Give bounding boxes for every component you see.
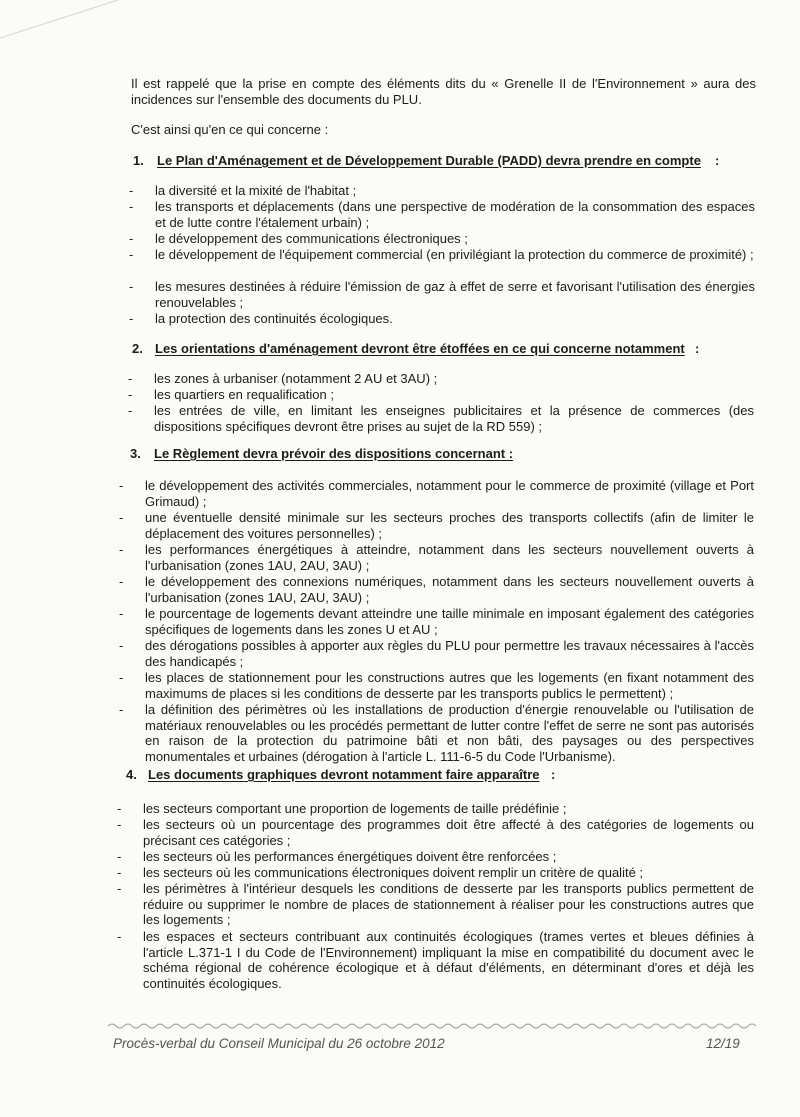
- section-title-suffix: :: [715, 153, 720, 168]
- list-marker: -: [117, 817, 122, 832]
- section-number: 3.: [130, 446, 141, 461]
- list-marker: -: [128, 403, 133, 418]
- lead-sentence: C'est ainsi qu'en ce qui concerne :: [131, 122, 329, 137]
- list-item-text: les zones à urbaniser (notamment 2 AU et 3AU) ;: [154, 371, 438, 386]
- list-item-text: les transports et déplacements (dans une perspective de modération de la consommation des espaces et de lutte contre l'étalement urbain) ;: [155, 199, 755, 230]
- list-item: [128, 403, 754, 435]
- list-item: [119, 670, 754, 702]
- list-marker: -: [117, 801, 122, 816]
- list-marker: -: [128, 371, 133, 386]
- list-marker: -: [129, 231, 134, 246]
- list-item: [129, 199, 755, 231]
- list-item: [117, 881, 754, 929]
- list-marker: -: [119, 702, 124, 717]
- list-item: [119, 542, 754, 574]
- list-marker: -: [119, 542, 124, 557]
- list-item: [119, 702, 754, 766]
- list-marker: -: [117, 865, 122, 880]
- list-item-text: les secteurs où un pourcentage des programmes doit être affecté à des catégories de logements ou précisant ces catégories ;: [143, 817, 754, 848]
- list-marker: -: [119, 670, 124, 685]
- section-number: 1.: [133, 153, 144, 168]
- list-item: [129, 231, 755, 247]
- list-marker: -: [119, 606, 124, 621]
- page-number: 12/19: [706, 1036, 740, 1051]
- list-marker: -: [129, 199, 134, 214]
- section-heading: [130, 446, 770, 462]
- list-item: [129, 247, 755, 279]
- list-item: [129, 279, 755, 311]
- intro-paragraph: Il est rappelé que la prise en compte des éléments dits du « Grenelle II de l'Environnement » aura des incidences sur l'ensemble des documents du PLU.: [131, 76, 756, 107]
- list-item-text: une éventuelle densité minimale sur les secteurs proches des transports collectifs (afin de limiter le déplacement des voitures personnelles) ;: [145, 510, 754, 541]
- list-item: [119, 574, 754, 606]
- section-title: Le Plan d'Aménagement et de Développement Durable (PADD) devra prendre en compte: [157, 153, 701, 168]
- paper-fold-mark: [0, 0, 200, 60]
- list-item: [119, 606, 754, 638]
- list-marker: -: [129, 279, 134, 294]
- list-item: [117, 929, 754, 993]
- section-heading: [132, 341, 772, 357]
- list-marker: -: [119, 478, 124, 493]
- list-marker: -: [119, 638, 124, 653]
- list-item-text: le développement des communications électroniques ;: [155, 231, 468, 246]
- list-item-text: la définition des périmètres où les installations de production d'énergie renouvelable ou l'utilisation de matériaux renouvelables ou les procédés permettant de lutter contre l'effet de serre ne sont pas autorisés en raison de la protection du patrimoine bâti et non bâti, des paysages ou des perspectives monumentales et urbaines (dérogation à l'article L. 111-6-5 du Code l'Urbanisme).: [145, 702, 754, 764]
- section-list: [117, 801, 754, 993]
- list-item-text: le développement des connexions numériques, notamment dans les secteurs nouvellement ouverts à l'urbanisation (zones 1AU, 2AU, 3AU) ;: [145, 574, 754, 605]
- list-item-text: les places de stationnement pour les constructions autres que les logements (en fixant notamment des maximums de places si les conditions de desserte par les transports publics le permettent) ;: [145, 670, 754, 701]
- list-item: [117, 865, 754, 881]
- section-heading: [126, 767, 766, 783]
- list-marker: -: [128, 387, 133, 402]
- list-item: [117, 817, 754, 849]
- section-title: Le Règlement devra prévoir des dispositions concernant :: [154, 446, 514, 461]
- list-marker: -: [129, 311, 134, 326]
- list-marker: -: [117, 881, 122, 896]
- section-title: Les orientations d'aménagement devront être étoffées en ce qui concerne notamment: [155, 341, 685, 356]
- section-heading: [133, 153, 773, 169]
- list-marker: -: [119, 510, 124, 525]
- list-item-text: des dérogations possibles à apporter aux règles du PLU pour permettre les travaux nécessaires à l'accès des handicapés ;: [145, 638, 754, 669]
- list-item-text: les périmètres à l'intérieur desquels les conditions de desserte par les transports publics permettent de réduire ou supprimer le nombre de places de stationnement à réaliser pour les constructions autres que les logements ;: [143, 881, 754, 927]
- list-item-text: les espaces et secteurs contribuant aux continuités écologiques (trames vertes et bleues définies à l'article L.371-1 I du Code de l'Environnement) impliquant la mise en compatibilité du document avec le schéma régional de cohérence écologique et à défaut d'éléments, en déterminant d'ores et déjà les continuités écologiques.: [143, 929, 754, 991]
- section-number: 2.: [132, 341, 143, 356]
- section-title-suffix: :: [551, 767, 556, 782]
- section-list: [119, 478, 754, 766]
- list-item: [128, 371, 754, 387]
- list-item-text: les secteurs où les communications électroniques doivent remplir un critère de qualité ;: [143, 865, 644, 880]
- list-item-text: les performances énergétiques à atteindre, notamment dans les secteurs nouvellement ouverts à l'urbanisation (zones 1AU, 2AU, 3AU) ;: [145, 542, 754, 573]
- list-marker: -: [129, 183, 134, 198]
- list-item-text: le développement des activités commerciales, notamment pour le commerce de proximité (village et Port Grimaud) ;: [145, 478, 754, 509]
- list-item-text: la diversité et la mixité de l'habitat ;: [155, 183, 357, 198]
- list-item-text: les secteurs comportant une proportion de logements de taille prédéfinie ;: [143, 801, 567, 816]
- list-marker: -: [117, 849, 122, 864]
- list-item-text: les entrées de ville, en limitant les enseignes publicitaires et la présence de commerces (des dispositions spécifiques devront être prises au sujet de la RD 559) ;: [154, 403, 754, 434]
- section-list: [129, 183, 755, 327]
- footer-title: Procès-verbal du Conseil Municipal du 26 octobre 2012: [113, 1036, 445, 1051]
- list-item: [129, 311, 755, 327]
- list-item: [128, 387, 754, 403]
- list-item-text: le développement de l'équipement commercial (en privilégiant la protection du commerce de proximité) ;: [155, 247, 754, 262]
- list-item-text: le pourcentage de logements devant atteindre une taille minimale en imposant également des catégories spécifiques de logements dans les zones U et AU ;: [145, 606, 754, 637]
- list-item-text: les quartiers en requalification ;: [154, 387, 334, 402]
- list-item: [117, 801, 754, 817]
- section-title: Les documents graphiques devront notamment faire apparaître: [148, 767, 540, 782]
- list-marker: -: [129, 247, 134, 262]
- list-item: [119, 510, 754, 542]
- list-item-text: les mesures destinées à réduire l'émission de gaz à effet de serre et favorisant l'utilisation des énergies renouvelables ;: [155, 279, 755, 310]
- section-number: 4.: [126, 767, 137, 782]
- section-list: [128, 371, 754, 435]
- list-marker: -: [119, 574, 124, 589]
- list-item-text: la protection des continuités écologiques.: [155, 311, 393, 326]
- list-item: [119, 478, 754, 510]
- list-item-text: les secteurs où les performances énergétiques doivent être renforcées ;: [143, 849, 557, 864]
- section-title-suffix: :: [695, 341, 700, 356]
- list-marker: -: [117, 929, 122, 944]
- list-item: [119, 638, 754, 670]
- list-item: [117, 849, 754, 865]
- footer-decorative-line: [108, 1021, 760, 1031]
- list-item: [129, 183, 755, 199]
